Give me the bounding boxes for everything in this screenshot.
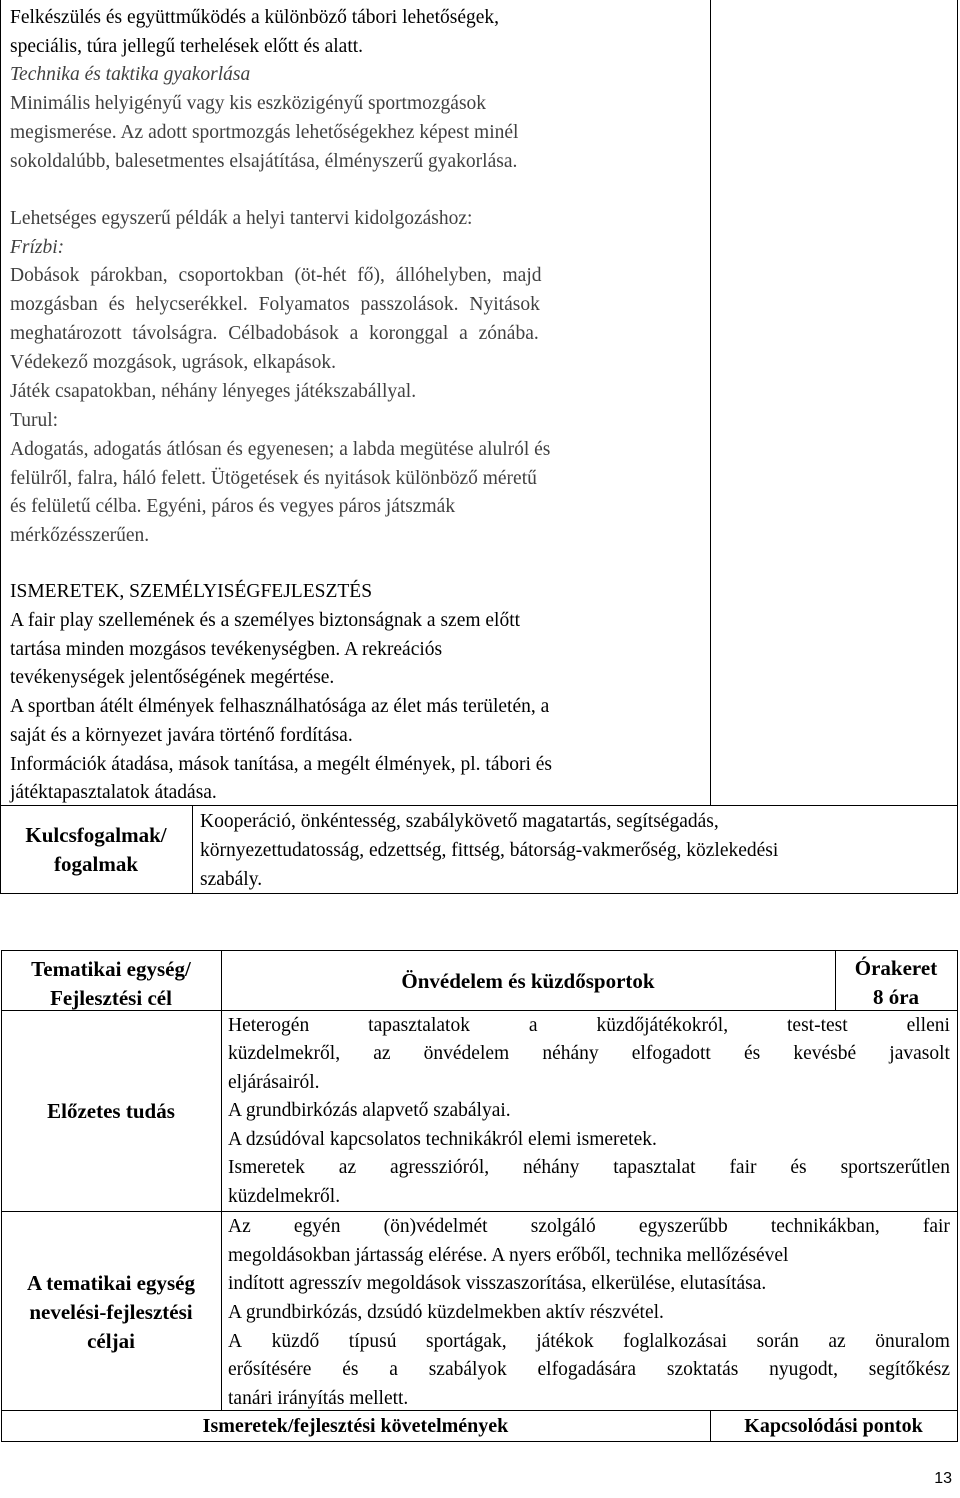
text-line: Információk átadása, mások tanítása, a megélt élmények, pl. tábori és [10,754,553,775]
celjai-line [228,1327,950,1356]
word: fair [922,1216,950,1237]
celjai-label: nevelési-fejlesztési [29,1300,193,1324]
text-line: Minimális helyigényű vagy kis eszközigényű sportmozgások [10,93,487,114]
celjai-line [228,1355,950,1384]
text-line: tartása minden mozgásos tevékenységben. A rekreációs [10,639,443,660]
word: típusú [348,1331,397,1352]
word: kevésbé [793,1043,857,1064]
table-left-border [1,950,2,1441]
elozetes-line [228,1153,950,1182]
word: egyszerűbb [638,1216,728,1237]
header-label: Fejlesztési cél [50,986,172,1010]
word: Heterogén [228,1015,310,1036]
word: elfogadására [537,1359,637,1380]
word: küzdelmekről, [228,1043,341,1064]
celjai-line: megoldásokban jártasság elérése. A nyers erőből, technika mellőzésével [228,1245,789,1266]
kulcsfogalmak-text: szabály. [200,869,263,890]
word: és [743,1043,761,1064]
kulcsfogalmak-label: Kulcsfogalmak/ [25,823,167,847]
celjai-line: tanári irányítás mellett. [228,1388,409,1409]
word: tapasztalat [613,1157,696,1178]
elozetes-line [228,1011,950,1040]
orakeret-value: 8 óra [872,985,920,1009]
subheading: Technika és taktika gyakorlása [10,64,251,85]
text-line: Játék csapatokban, néhány lényeges játékszabállyal. [10,381,417,402]
text-line: Védekező mozgások, ugrások, elkapások. [10,352,336,373]
word: küzdő [271,1331,320,1352]
subheading: Frízbi: [10,237,65,258]
word: elfogadott [631,1043,711,1064]
text-line: Dobások párokban, csoportokban (öt-hét fő), állóhelyben, majd [10,265,542,286]
row-divider [1,1410,958,1411]
celjai-label: céljai [87,1329,135,1353]
table-left-border [0,0,1,894]
subheading: Turul: [10,410,59,431]
word: küzdőjátékokról, [596,1015,729,1036]
text-line: saját és a környezet javára történő fordítása. [10,725,353,746]
word: játékok [536,1331,594,1352]
word: az [828,1331,846,1352]
footer-right-heading: Kapcsolódási pontok [744,1415,923,1437]
text-line: Felkészülés és együttműködés a különböző tábori lehetőségek, [10,7,500,28]
word: technikákban, [770,1216,880,1237]
column-divider [192,805,193,894]
table-inner-border [710,0,711,805]
word: sportágak, [425,1331,507,1352]
table-right-border [957,950,958,1441]
text-line: speciális, túra jellegű terhelések előtt és alatt. [10,36,364,57]
text-line: tevékenységek jelentőségének megértése. [10,667,335,688]
word: segítőkész [868,1359,950,1380]
word: és [790,1157,807,1178]
text-line: mozgásban és helycserékkel. Folyamatos passzolások. Nyitások [10,294,540,315]
text-line: sokoldalúbb, balesetmentes elsajátítása, élményszerű gyakorlása. [10,151,518,172]
orakeret-label: Órakeret [854,956,938,980]
table-right-border [957,0,958,894]
word: nyugodt, [769,1359,838,1380]
word: sportszerűtlen [840,1157,950,1178]
word: szabályok [428,1359,507,1380]
elozetes-label: Előzetes tudás [47,1099,175,1123]
word: önuralom [875,1331,950,1352]
word: szolgáló [530,1216,596,1237]
word: javasolt [889,1043,950,1064]
word: (ön)védelmét [383,1216,488,1237]
header-label: Tematikai egység/ [31,957,191,981]
word: szoktatás [666,1359,739,1380]
text-line: és felületű célba. Egyéni, páros és vegyes páros játszmák [10,496,456,517]
celjai-line [228,1212,950,1241]
word: néhány [542,1043,599,1064]
elozetes-line: A dzsúdóval kapcsolatos technikákról elemi ismeretek. [228,1129,657,1150]
elozetes-line [228,1039,950,1068]
word: fair [729,1157,757,1178]
celjai-label: A tematikai egység [27,1271,195,1295]
elozetes-line: A grundbirkózás alapvető szabályai. [228,1100,511,1121]
text-line: megismerése. Az adott sportmozgás lehetőségekhez képest minél [10,122,519,143]
word: az [373,1043,391,1064]
word: egyén [293,1216,341,1237]
elozetes-line: küzdelmekről. [228,1186,341,1207]
table-top-border [1,950,958,951]
column-divider [221,950,222,1410]
text-line: Lehetséges egyszerű példák a helyi tantervi kidolgozáshoz: [10,208,473,229]
word: tapasztalatok [368,1015,470,1036]
elozetes-line: eljárásairól. [228,1072,320,1093]
word: a [389,1359,398,1380]
word: A [228,1331,243,1352]
word: foglalkozásai [623,1331,728,1352]
word: a [528,1015,538,1036]
kulcsfogalmak-text: környezettudatosság, edzettség, fittség, bátorság-vakmerőség, közlekedési [200,840,779,861]
table-bottom-border [1,1441,958,1442]
text-line: meghatározott távolságra. Célbadobások a koronggal a zónába. [10,323,539,344]
word: test-test [787,1015,848,1036]
word: elleni [906,1015,950,1036]
page-number: 13 [934,1470,952,1487]
thematic-unit-title: Önvédelem és küzdősportok [401,969,655,993]
text-line: mérkőzésszerűen. [10,525,150,546]
section-heading: ISMERETEK, SZEMÉLYISÉGFEJLESZTÉS [10,581,373,602]
text-line: játéktapasztalatok átadása. [10,782,217,803]
row-divider [0,805,958,806]
text-line: Adogatás, adogatás átlósan és egyenesen; a labda megütése alulról és [10,439,551,460]
table-bottom-border [0,893,958,894]
word: során [756,1331,799,1352]
word: agresszióról, [390,1157,490,1178]
text-line: felülről, falra, háló felett. Ütögetések és nyitások különböző méretű [10,468,537,489]
kulcsfogalmak-label: fogalmak [54,852,138,876]
word: önvédelem [423,1043,510,1064]
celjai-line: A grundbirkózás, dzsúdó küzdelmekben aktív részvétel. [228,1302,664,1323]
text-line: A fair play szellemének és a személyes biztonságnak a szem előtt [10,610,521,631]
footer-left-heading: Ismeretek/fejlesztési követelmények [202,1415,509,1437]
text-line: A sportban átélt élmények felhasználhatósága az élet más területén, a [10,696,550,717]
celjai-line: indított agresszív megoldások visszaszorítása, elkerülése, elutasítása. [228,1273,767,1294]
word: erősítésére [228,1359,312,1380]
word: Ismeretek [228,1157,305,1178]
word: és [342,1359,359,1380]
word: Az [228,1216,251,1237]
word: az [338,1157,357,1178]
word: néhány [523,1157,580,1178]
kulcsfogalmak-text: Kooperáció, önkéntesség, szabálykövető magatartás, segítségadás, [200,811,719,832]
